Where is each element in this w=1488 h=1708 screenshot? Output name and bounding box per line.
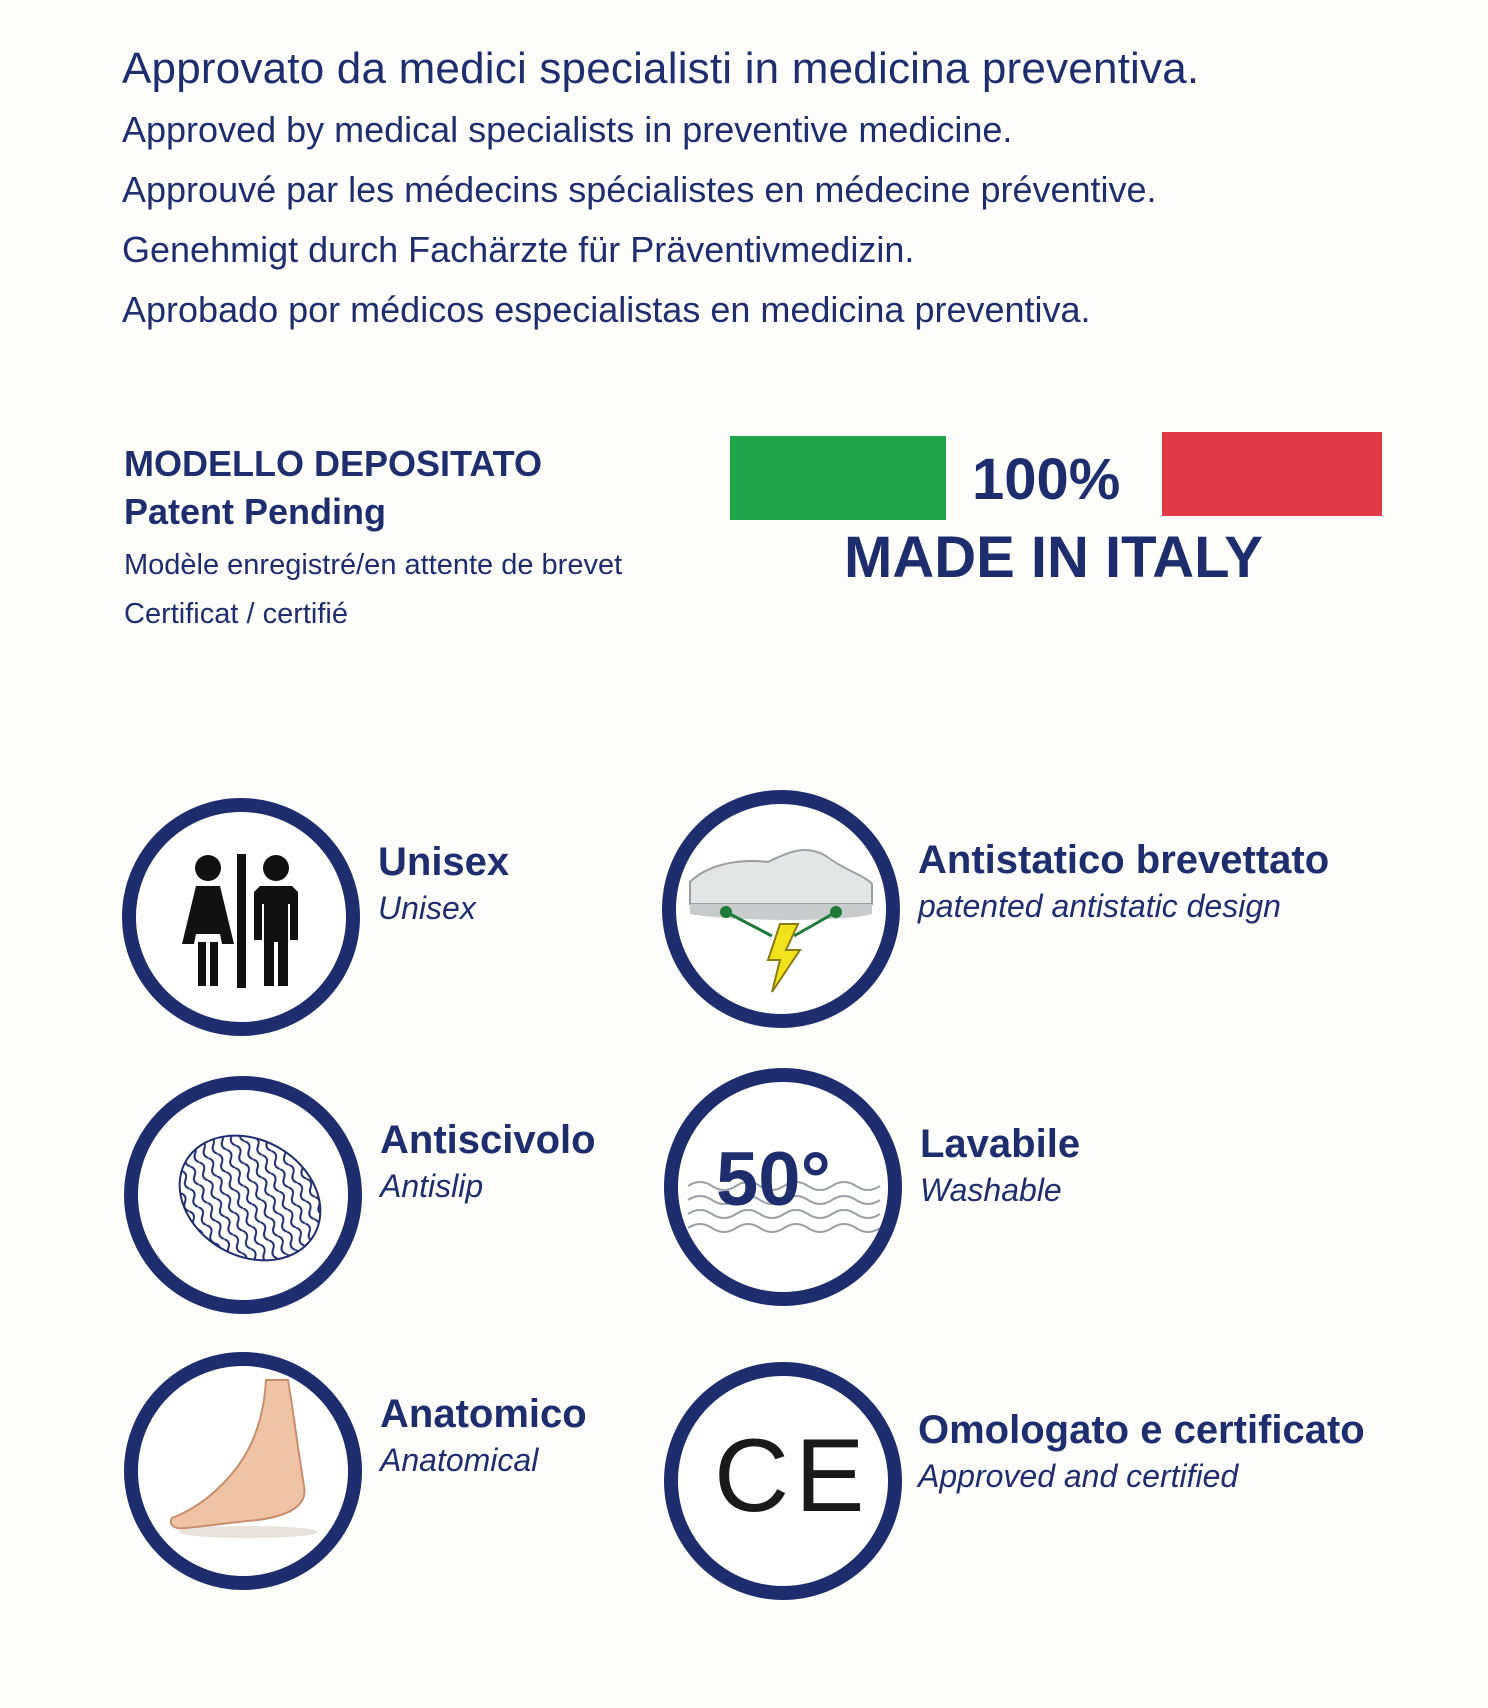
model-registered-french: Modèle enregistré/en attente de brevet xyxy=(124,549,623,581)
feature-title: Omologato e certificato xyxy=(918,1408,1365,1452)
ce-mark-icon xyxy=(664,1362,902,1600)
ce-mark-badge: CE xyxy=(714,1418,871,1534)
made-in-italy-label: MADE IN ITALY xyxy=(844,525,1263,590)
approval-italian: Approvato da medici specialisti in medicina preventiva. xyxy=(122,44,1200,93)
feature-subtitle: Approved and certified xyxy=(918,1458,1239,1494)
feature-subtitle: Unisex xyxy=(378,890,476,926)
foot-icon xyxy=(124,1352,362,1590)
wash-50-icon xyxy=(664,1068,902,1306)
flag-red-bar xyxy=(1162,432,1382,516)
wash-temperature-badge: 50° xyxy=(716,1137,831,1222)
certified-label: Certificat / certifié xyxy=(124,598,348,630)
feature-subtitle: Anatomical xyxy=(380,1442,539,1478)
antislip-sole-icon xyxy=(124,1076,362,1314)
approvals-block xyxy=(122,38,1199,340)
percent-label: 100% xyxy=(972,447,1121,512)
approval-french: Approuvé par les médecins spécialistes en médecine préventive. xyxy=(122,169,1157,210)
feature-subtitle: Antislip xyxy=(380,1168,484,1204)
approval-spanish: Aprobado por médicos especialistas en medicina preventiva. xyxy=(122,289,1091,330)
feature-title: Antistatico brevettato xyxy=(918,838,1330,882)
model-registered-label: MODELLO DEPOSITATO xyxy=(124,443,543,484)
patent-block xyxy=(124,440,622,638)
antistatic-clog-icon xyxy=(662,790,900,1028)
feature-subtitle: patented antistatic design xyxy=(918,888,1281,924)
approval-english: Approved by medical specialists in preventive medicine. xyxy=(122,109,1013,150)
feature-title: Anatomico xyxy=(380,1392,587,1436)
patent-pending-label: Patent Pending xyxy=(124,491,387,532)
feature-title: Lavabile xyxy=(920,1122,1081,1166)
feature-subtitle: Washable xyxy=(920,1172,1062,1208)
feature-title: Unisex xyxy=(378,840,510,884)
feature-title: Antiscivolo xyxy=(380,1118,596,1162)
unisex-icon xyxy=(122,798,360,1036)
flag-green-bar xyxy=(730,436,946,520)
approval-german: Genehmigt durch Fachärzte für Präventivmedizin. xyxy=(122,229,915,270)
